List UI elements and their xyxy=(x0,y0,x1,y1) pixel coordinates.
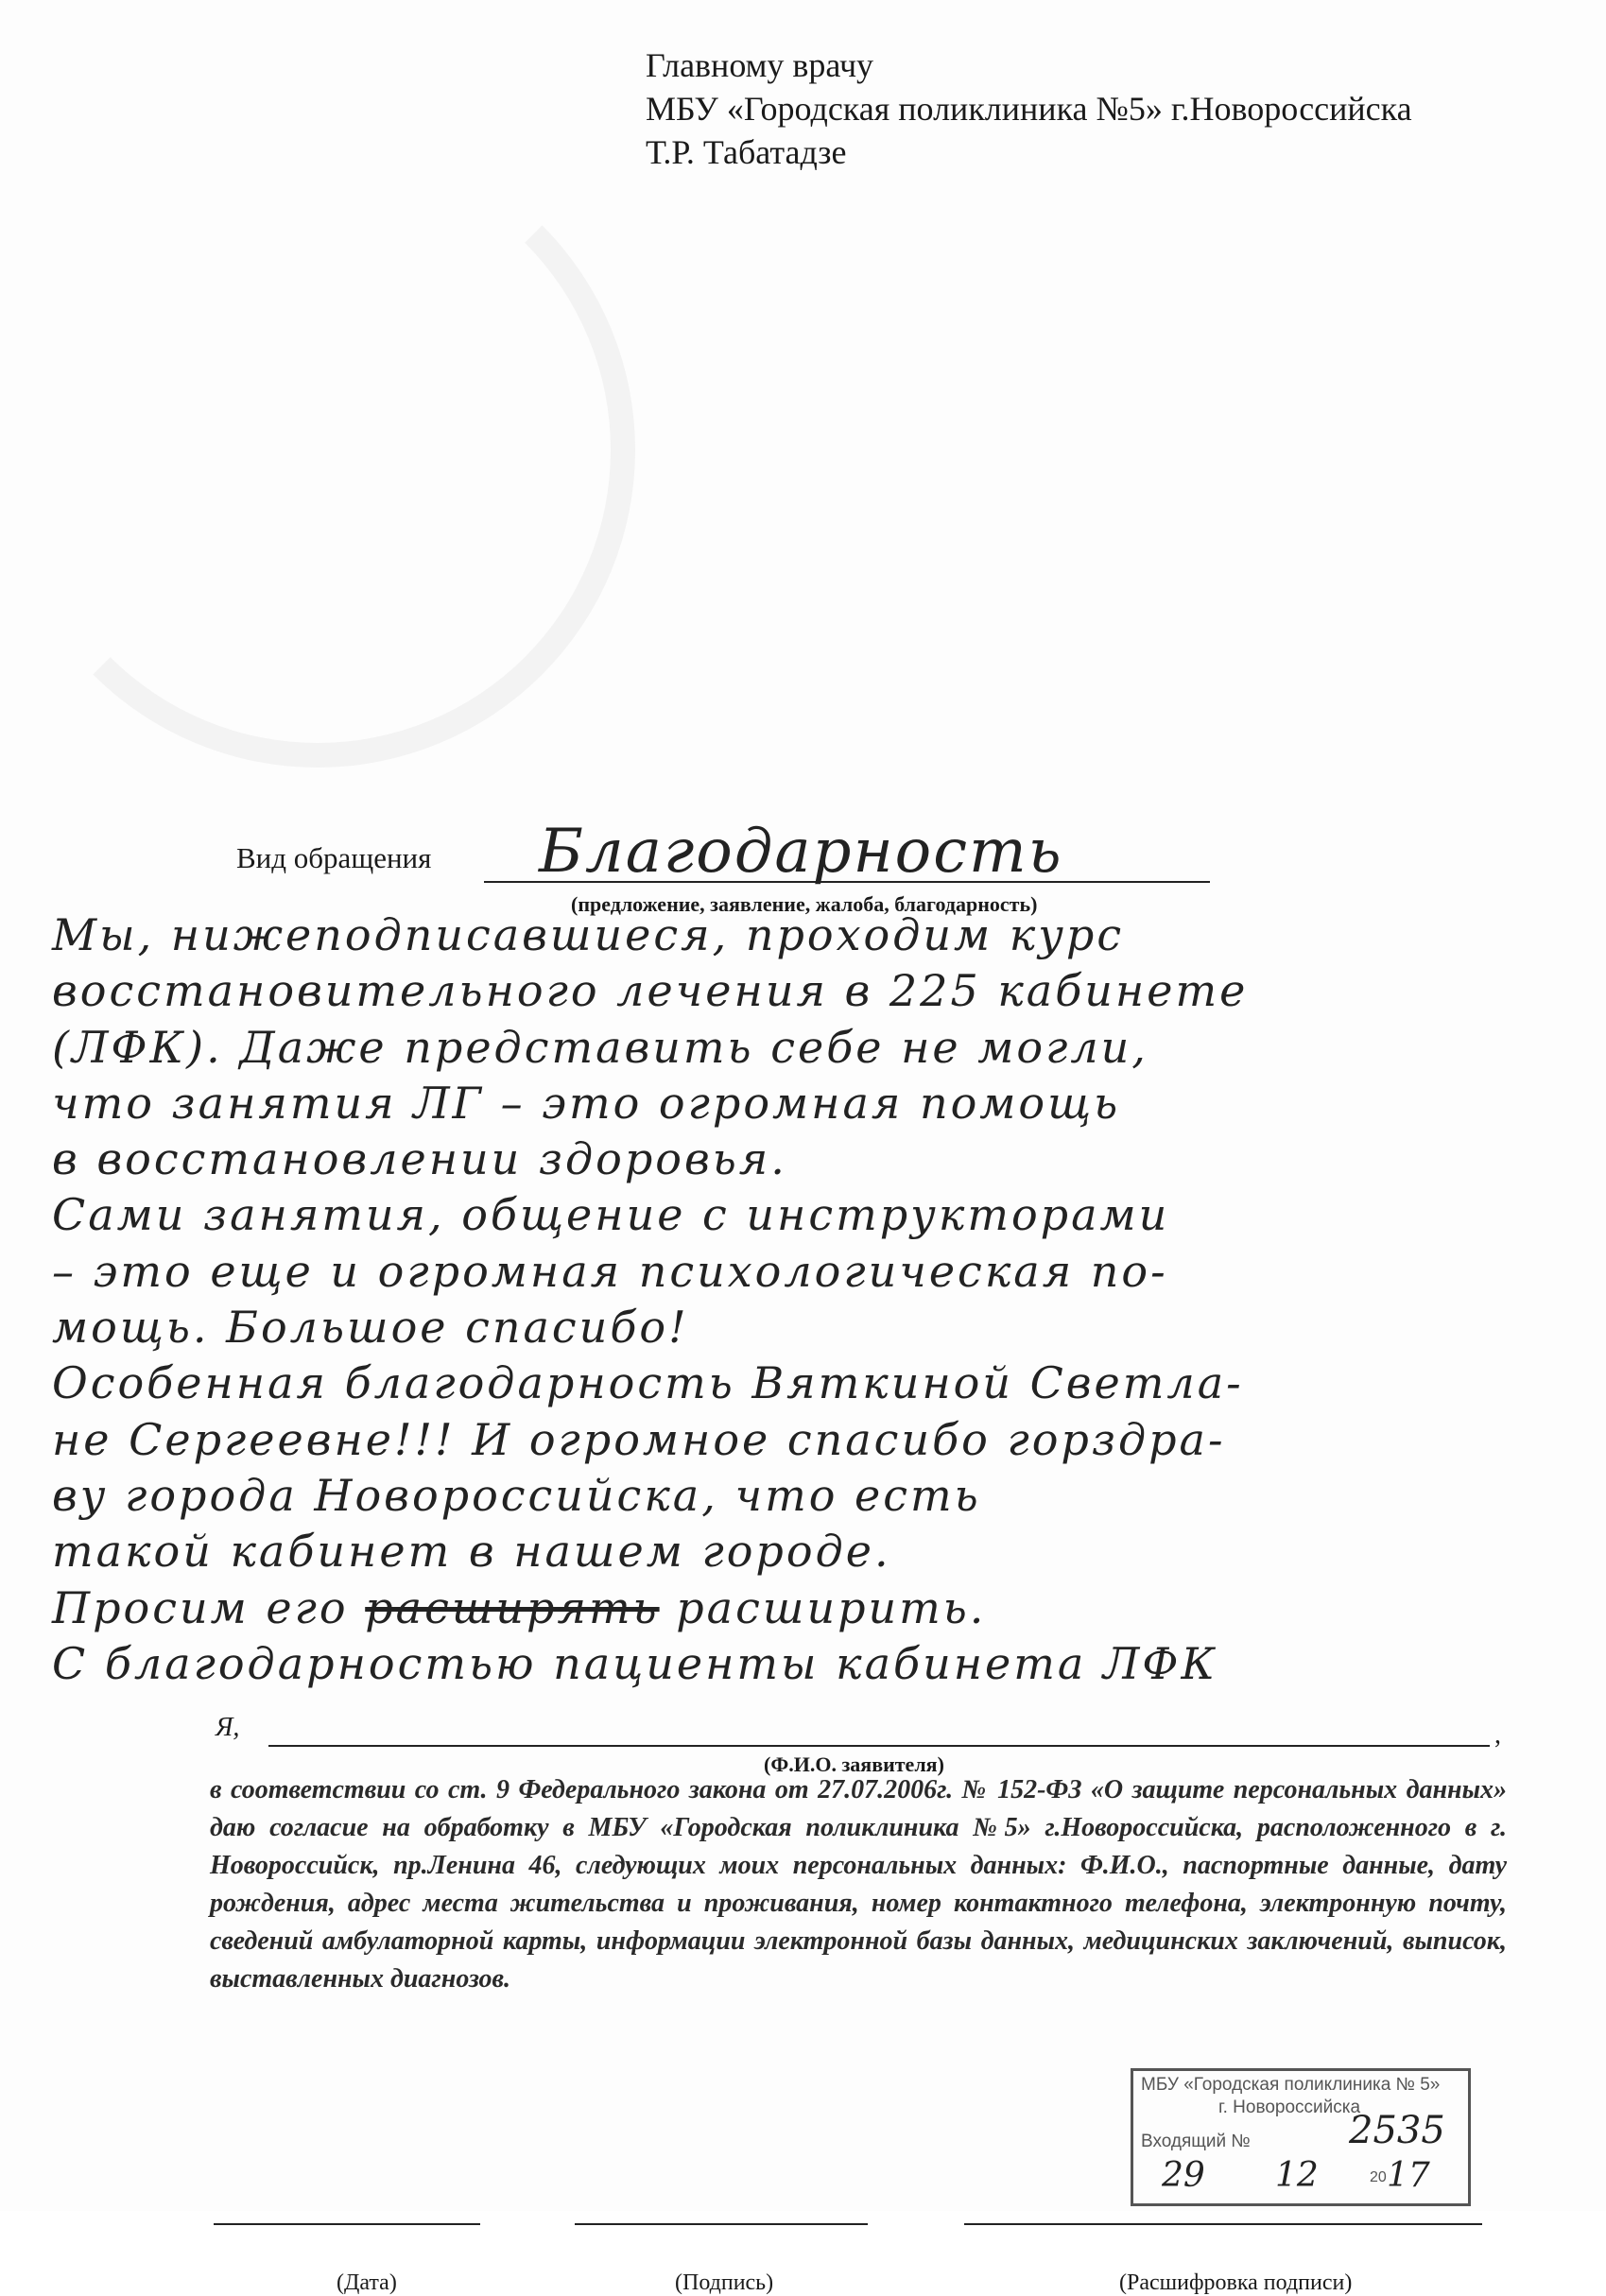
appeal-kind-row xyxy=(236,817,1210,889)
consent-paragraph: в соответствии со ст. 9 Федерального закона от 27.07.2006г. № 152-ФЗ «О защите персональных данных» даю согласие на обработку в МБУ «Городская поликлиника №5» г.Новороссийска, расположенного в г. Новороссийск, пр.Ленина 46, следующих моих персональных данных: Ф.И.О., паспортные данные, дату рождения, адрес места жительства и проживания, номер контактного телефона, электронную почту, сведений амбулаторной карты, информации электронной базы данных, медицинских заключений, выписок, выставленных диагнозов. xyxy=(210,1775,1507,1994)
addressee-name: Т.Р. Табатадзе xyxy=(646,133,847,171)
handwritten-line: Особенная благодарность Вяткиной Светла- xyxy=(52,1357,1244,1409)
appeal-kind-label: Вид обращения xyxy=(236,841,432,874)
declarant-comma: , xyxy=(1494,1720,1501,1750)
stamp-city: г. Новороссийска xyxy=(1218,2097,1361,2117)
handwritten-line: ву города Новороссийска, что есть xyxy=(52,1469,981,1521)
addressee-block xyxy=(646,43,1412,174)
declarant-row xyxy=(216,1713,1501,1751)
stamp-incoming-label: Входящий № xyxy=(1141,2132,1251,2151)
handwritten-line: Сами занятия, общение с инструкторами xyxy=(52,1189,1170,1241)
stamp-incoming-number: 2535 xyxy=(1349,2109,1445,2152)
stamp-day: 29 xyxy=(1162,2156,1205,2195)
signature-decoding-field xyxy=(964,2223,1482,2225)
handwritten-fragment: Просим его xyxy=(52,1581,349,1633)
scan-shadow xyxy=(0,132,635,768)
signature-field xyxy=(575,2223,868,2225)
date-hint: (Дата) xyxy=(337,2270,397,2295)
signature-decoding-hint: (Расшифровка подписи) xyxy=(1119,2270,1353,2295)
handwritten-line: не Сергеевне!!! И огромное спасибо горздра- xyxy=(52,1413,1226,1465)
handwritten-line: мощь. Большое спасибо! xyxy=(52,1302,689,1354)
stamp-year-printed: 20 xyxy=(1370,2169,1387,2185)
handwritten-line: (ЛФК). Даже представить себе не могли, xyxy=(52,1021,1148,1073)
handwritten-line: такой кабинет в нашем городе. xyxy=(52,1526,891,1578)
handwritten-fragment: расширить. xyxy=(676,1581,987,1633)
addressee-organization: МБУ «Городская поликлиника №5» г.Новороссийска xyxy=(646,90,1412,128)
declarant-label: Я, xyxy=(216,1713,240,1742)
handwritten-text xyxy=(52,907,1564,1692)
declarant-hint: (Ф.И.О. заявителя) xyxy=(764,1752,944,1776)
appeal-kind-hint: (предложение, заявление, жалоба, благодарность) xyxy=(571,892,1038,916)
handwritten-line: восстановительного лечения в 225 кабинете xyxy=(52,965,1249,1017)
handwritten-line-with-strike xyxy=(52,1580,1564,1636)
date-field xyxy=(214,2223,480,2225)
struck-out-word: расширять xyxy=(365,1581,660,1633)
addressee-position: Главному врачу xyxy=(646,46,874,84)
signature-hint: (Подпись) xyxy=(675,2270,774,2295)
handwritten-line: Мы, нижеподписавшиеся, проходим курс xyxy=(52,909,1125,960)
stamp-month: 12 xyxy=(1275,2156,1319,2195)
registration-stamp xyxy=(1131,2068,1471,2206)
handwritten-line: С благодарностью пациенты кабинета ЛФК xyxy=(52,1637,1218,1689)
stamp-organization: МБУ «Городская поликлиника № 5» xyxy=(1141,2075,1441,2095)
declarant-name-field xyxy=(268,1745,1490,1747)
handwritten-line: – это еще и огромная психологическая по- xyxy=(52,1245,1168,1297)
handwritten-line: что занятия ЛГ – это огромная помощь xyxy=(52,1077,1121,1129)
appeal-kind-value: Благодарность xyxy=(539,817,1063,887)
stamp-year-handwritten: 17 xyxy=(1387,2156,1430,2195)
handwritten-line: в восстановлении здоровья. xyxy=(52,1133,787,1185)
